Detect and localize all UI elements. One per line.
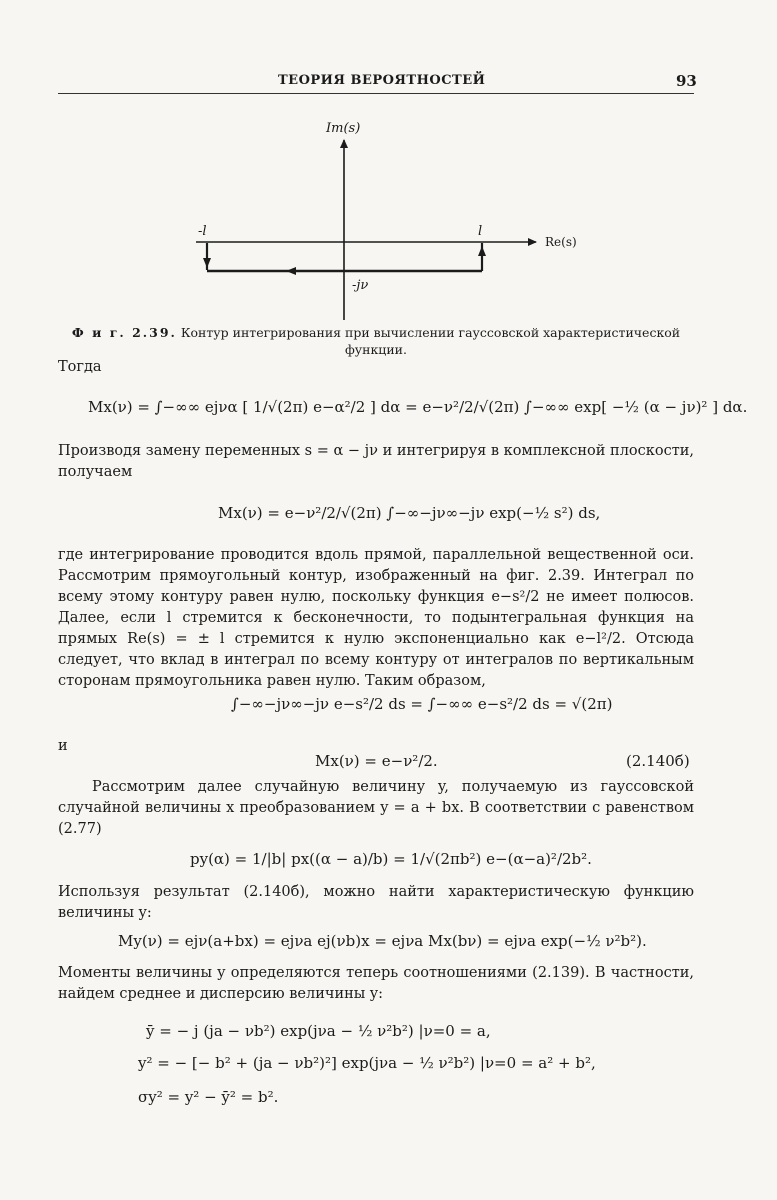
contour-arrow-left [203,258,211,268]
equation-6: My(ν) = ejν(a+bx) = ejνa ej(νb)x = ejνa Mx(bν) = ejνa exp(−½ ν²b²). [118,932,647,950]
equation-1: Mx(ν) = ∫−∞∞ ejνα [ 1/√(2π) e−α²/2 ] dα = e−ν²/2/√(2π) ∫−∞∞ exp[ −½ (α − jν)² ] dα. [88,398,748,416]
equation-3: ∫−∞−jν∞−jν e−s²/2 ds = ∫−∞∞ e−s²/2 ds = √(2π) [231,695,613,713]
contour-arrow-right [478,246,486,256]
figure-caption [58,324,694,358]
left-line-label: -l [198,224,207,239]
equation-4: Mx(ν) = e−ν²/2. [315,752,438,770]
equation-7: ȳ = − j (ja − νb²) exp(jνa − ½ ν²b²) |ν=0 = a, [146,1022,491,1040]
paragraph-5: Моменты величины y определяются теперь соотношениями (2.139). В частности, найдем среднее и дисперсию величины y: [58,965,694,1002]
running-header-title: ТЕОРИЯ ВЕРОЯТНОСТЕЙ [278,73,486,88]
and-word: и [58,738,68,754]
paragraph-4: Используя результат (2.140б), можно найти характеристическую функцию величины y: [58,884,694,921]
page-number: 93 [676,72,697,90]
equation-2: Mx(ν) = e−ν²/2/√(2π) ∫−∞−jν∞−jν exp(−½ s²) ds, [218,504,601,522]
figure-caption-text: Контур интегрирования при вычислении гауссовской характеристической функции. [180,325,681,357]
then-word: Тогда [58,359,102,375]
equation-4-number: (2.140б) [626,752,690,770]
contour-arrow-bottom [286,267,296,275]
equation-9: σy² = y² − ȳ² = b². [138,1088,279,1106]
equation-5: py(α) = 1/|b| px((α − a)/b) = 1/√(2πb²) e−(α−a)²/2b². [190,850,592,868]
bottom-line-label: -jν [352,278,369,293]
figure-caption-prefix: Ф и г. 2.39. [71,325,177,340]
paragraph-2: где интегрирование проводится вдоль прямой, параллельной вещественной оси. Рассмотрим прямоугольный контур, изображенный на фиг. 2.39. Интеграл по всему этому контуру равен нулю, поскольку функция e−s²/2 не имеет полюсов. Далее, если l стремится к бесконечности, то подынтегральная функция на прямых Re(s) = ± l стремится к нулю экспоненциально как e−l²/2. Отсюда следует, что вклад в интеграл по всему контуру от интегралов по вертикальным сторонам прямоугольника равен нулю. Таким образом, [58,547,694,689]
axis-re-label: Re(s) [545,235,577,249]
axis-im-label: Im(s) [326,121,361,136]
right-line-label: l [478,224,483,239]
equation-8: y² = − [− b² + (ja − νb²)²] exp(jνa − ½ ν²b²) |ν=0 = a² + b², [138,1054,596,1072]
paragraph-1: Производя замену переменных s = α − jν и интегрируя в комплексной плоскости, получаем [58,443,694,480]
paragraph-3: Рассмотрим далее случайную величину y, получаемую из гауссовской случайной величины x преобразованием y = a + bx. В соответствии с равенством (2.77) [58,779,694,837]
